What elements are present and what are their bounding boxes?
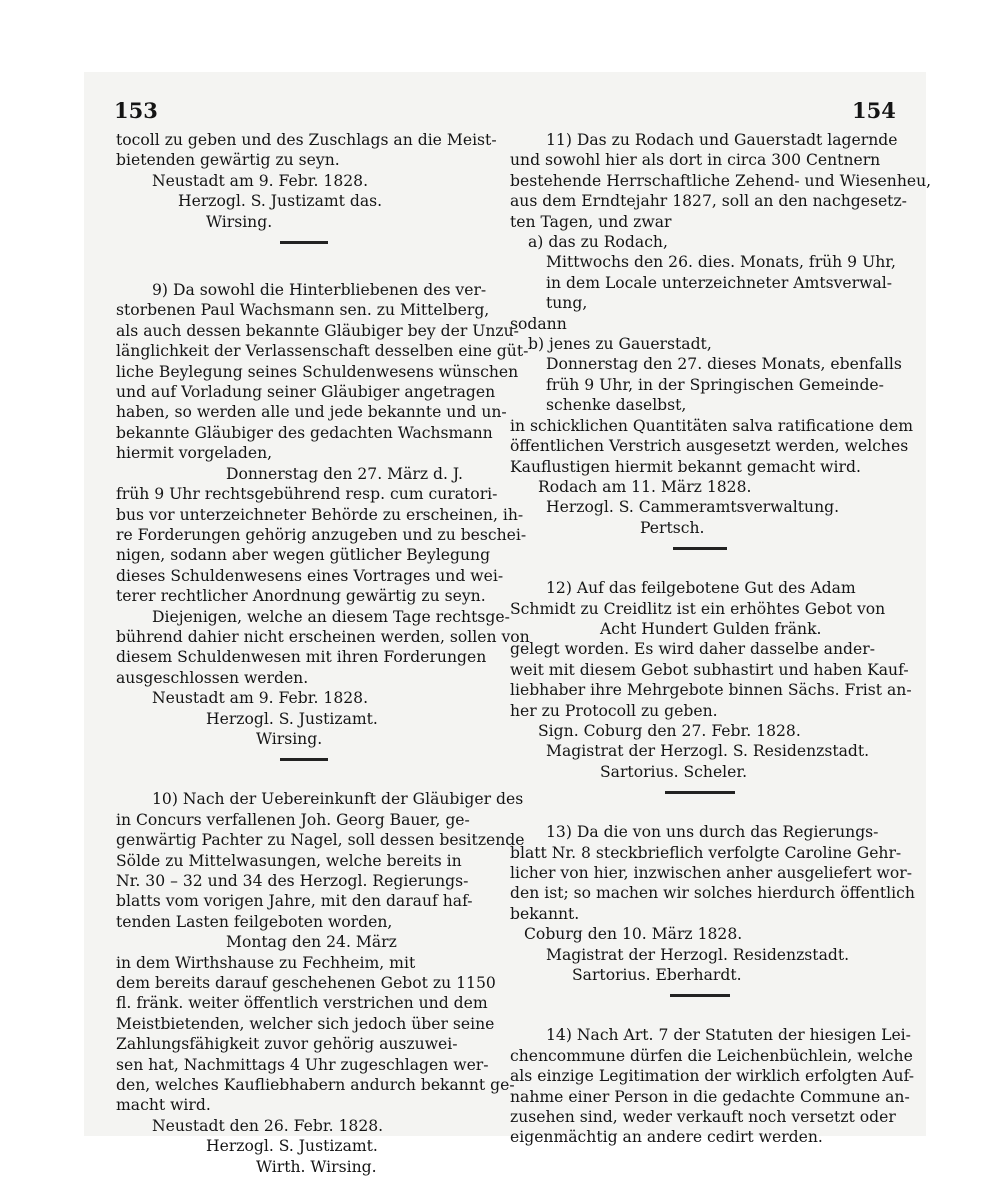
text-line: den, welches Kaufliebhabern andurch bekannt ge-	[116, 1076, 515, 1095]
date-line: Coburg den 10. März 1828.	[524, 925, 743, 944]
text-line: 13) Da die von uns durch das Regierungs-	[546, 823, 879, 842]
text-line: her zu Protocoll zu geben.	[510, 701, 718, 720]
text-line: bührend dahier nicht erscheinen werden, sollen von	[116, 627, 530, 646]
text-line: blatt Nr. 8 steckbrieflich verfolgte Caroline Gehr-	[510, 843, 902, 862]
text-line: Donnerstag den 27. dieses Monats, ebenfalls	[546, 355, 902, 374]
text-line: tocoll zu geben und des Zuschlags an die Meist-	[116, 131, 497, 149]
text-line: als einzige Legitimation der wirklich erfolgten Auf-	[510, 1067, 915, 1086]
text-line: früh 9 Uhr, in der Springischen Gemeinde-	[546, 375, 884, 394]
text-line: zusehen sind, weder verkauft noch versetzt oder	[510, 1108, 896, 1127]
notice-10	[116, 789, 525, 1177]
date-line: Neustadt am 9. Febr. 1828.	[152, 171, 369, 190]
text-line: 10) Nach der Uebereinkunft der Gläubiger des	[152, 790, 524, 809]
text-line: schenke daselbst,	[546, 396, 687, 415]
text-line: dem bereits darauf geschehenen Gebot zu 1150	[116, 974, 496, 993]
text-line: Mittwochs den 26. dies. Monats, früh 9 Uhr,	[546, 253, 896, 272]
text-line: Diejenigen, welche an diesem Tage rechtsge-	[152, 607, 510, 626]
text-line: liebhaber ihre Mehrgebote binnen Sächs. Frist an-	[510, 681, 912, 700]
signature-line: Wirsing.	[206, 212, 273, 231]
signature-line: Wirth. Wirsing.	[256, 1157, 377, 1176]
text-line: bus vor unterzeichneter Behörde zu erscheinen, ih-	[116, 505, 524, 524]
text-line: haben, so werden alle und jede bekannte und un-	[116, 403, 507, 422]
text-line: länglichkeit der Verlassenschaft desselben eine güt-	[116, 342, 529, 361]
text-line: und sowohl hier als dort in circa 300 Centnern	[510, 151, 881, 170]
text-line: licher von hier, inzwischen anher ausgeliefert wor-	[510, 864, 913, 882]
notice-9	[116, 280, 530, 749]
text-line: chencommune dürfen die Leichenbüchlein, welche	[510, 1046, 913, 1065]
text-line: fl. fränk. weiter öffentlich verstrichen und dem	[116, 994, 488, 1013]
text-line: tung,	[546, 294, 588, 313]
text-line: ten Tagen, und zwar	[510, 212, 672, 231]
text-line: storbenen Paul Wachsmann sen. zu Mittelberg,	[116, 301, 490, 320]
signature-line: Sartorius. Scheler.	[600, 762, 748, 781]
list-item-a: a) das zu Rodach,	[528, 233, 668, 252]
right-page-number: 154	[852, 98, 896, 123]
text-line: weit mit diesem Gebot subhastirt und haben Kauf-	[510, 660, 909, 679]
date-line: Sign. Coburg den 27. Febr. 1828.	[538, 721, 801, 740]
date-line: Neustadt den 26. Febr. 1828.	[152, 1116, 384, 1135]
text-line: nigen, sodann aber wegen gütlicher Beylegung	[116, 546, 491, 565]
text-line: 11) Das zu Rodach und Gauerstadt lagernde	[546, 131, 898, 149]
left-column	[116, 130, 530, 1177]
section-divider	[280, 758, 328, 761]
text-line: Kauflustigen hiermit bekannt gemacht wird.	[510, 457, 861, 476]
text-line: in schicklichen Quantitäten salva ratificatione dem	[510, 416, 914, 435]
text-line: den ist; so machen wir solches hierdurch öffentlich	[510, 884, 915, 903]
notice-8-end	[116, 130, 497, 232]
text-line: hiermit vorgeladen,	[116, 444, 273, 463]
right-column	[510, 130, 932, 1148]
text-line: aus dem Erndtejahr 1827, soll an den nachgesetz-	[510, 192, 907, 211]
text-line: macht wird.	[116, 1096, 211, 1115]
text-line: eigenmächtig an andere cedirt werden.	[510, 1128, 823, 1147]
text-line: und auf Vorladung seiner Gläubiger angetragen	[116, 383, 496, 402]
office-line: Magistrat der Herzogl. S. Residenzstadt.	[546, 742, 870, 761]
text-line: bietenden gewärtig zu seyn.	[116, 151, 340, 170]
date-line: Rodach am 11. März 1828.	[538, 477, 752, 496]
notice-12	[510, 578, 912, 782]
text-line: Sölde zu Mittelwasungen, welche bereits in	[116, 851, 462, 870]
text-line: in dem Wirthshause zu Fechheim, mit	[116, 953, 416, 972]
text-line: Schmidt zu Creidlitz ist ein erhöhtes Gebot von	[510, 599, 886, 618]
section-divider	[673, 547, 727, 550]
text-line: blatts vom vorigen Jahre, mit den darauf haf-	[116, 892, 473, 911]
signature-line: Wirsing.	[256, 729, 323, 748]
office-line: Herzogl. S. Cammeramtsverwaltung.	[546, 498, 840, 517]
office-line: Herzogl. S. Justizamt.	[206, 1137, 378, 1156]
text-line: nahme einer Person in die gedachte Commune an-	[510, 1087, 910, 1106]
text-line: früh 9 Uhr rechtsgebührend resp. cum curatori-	[116, 485, 498, 504]
text-line: öffentlichen Verstrich ausgesetzt werden, welches	[510, 437, 909, 456]
text-line: gelegt worden. Es wird daher dasselbe ander-	[510, 640, 875, 659]
list-item-b: b) jenes zu Gauerstadt,	[528, 335, 712, 354]
office-line: Herzogl. S. Justizamt das.	[178, 192, 383, 211]
section-divider	[670, 994, 730, 997]
text-line: in dem Locale unterzeichneter Amtsverwal-	[546, 273, 893, 292]
text-line: diesem Schuldenwesen mit ihren Forderungen	[116, 648, 487, 667]
text-line: terer rechtlicher Anordnung gewärtig zu seyn.	[116, 587, 486, 606]
left-page-number: 153	[114, 98, 158, 123]
text-line: 12) Auf das feilgebotene Gut des Adam	[546, 579, 856, 598]
signature-line: Sartorius. Eberhardt.	[572, 966, 742, 985]
text-line: dieses Schuldenwesens eines Vortrages und wei-	[116, 566, 504, 585]
text-line: 9) Da sowohl die Hinterbliebenen des ver-	[152, 281, 487, 300]
date-line: Donnerstag den 27. März d. J.	[226, 464, 463, 483]
section-divider	[665, 791, 735, 794]
text-line: tenden Lasten feilgeboten worden,	[116, 912, 393, 931]
notice-11	[510, 130, 932, 538]
office-line: Herzogl. S. Justizamt.	[206, 709, 378, 728]
text-line: Acht Hundert Gulden fränk.	[600, 619, 822, 638]
text-line: liche Beylegung seines Schuldenwesens wünschen	[116, 362, 519, 381]
text-line: sodann	[510, 314, 567, 333]
text-line: re Forderungen gehörig anzugeben und zu beschei-	[116, 525, 527, 544]
text-line: Meistbietenden, welcher sich jedoch über seine	[116, 1014, 495, 1033]
text-line: Zahlungsfähigkeit zuvor gehörig auszuwei-	[116, 1035, 458, 1054]
text-line: als auch dessen bekannte Gläubiger bey der Unzu-	[116, 321, 519, 340]
text-line: Nr. 30 – 32 und 34 des Herzogl. Regierungs-	[116, 872, 469, 890]
text-line: bekannte Gläubiger des gedachten Wachsmann	[116, 423, 493, 442]
date-line: Montag den 24. März	[226, 933, 397, 952]
text-line: bestehende Herrschaftliche Zehend- und Wiesenheu,	[510, 171, 932, 190]
date-line: Neustadt am 9. Febr. 1828.	[152, 689, 369, 708]
text-line: genwärtig Pachter zu Nagel, soll dessen besitzende	[116, 831, 525, 850]
text-line: 14) Nach Art. 7 der Statuten der hiesigen Lei-	[546, 1026, 911, 1045]
text-line: in Concurs verfallenen Joh. Georg Bauer, ge-	[116, 810, 470, 829]
signature-line: Pertsch.	[640, 518, 705, 537]
notice-14	[510, 1025, 915, 1147]
section-divider	[280, 241, 328, 244]
office-line: Magistrat der Herzogl. Residenzstadt.	[546, 945, 850, 964]
text-line: sen hat, Nachmittags 4 Uhr zugeschlagen wer-	[116, 1055, 489, 1074]
notice-13	[510, 822, 915, 985]
text-line: ausgeschlossen werden.	[116, 668, 309, 687]
text-line: bekannt.	[510, 904, 580, 923]
